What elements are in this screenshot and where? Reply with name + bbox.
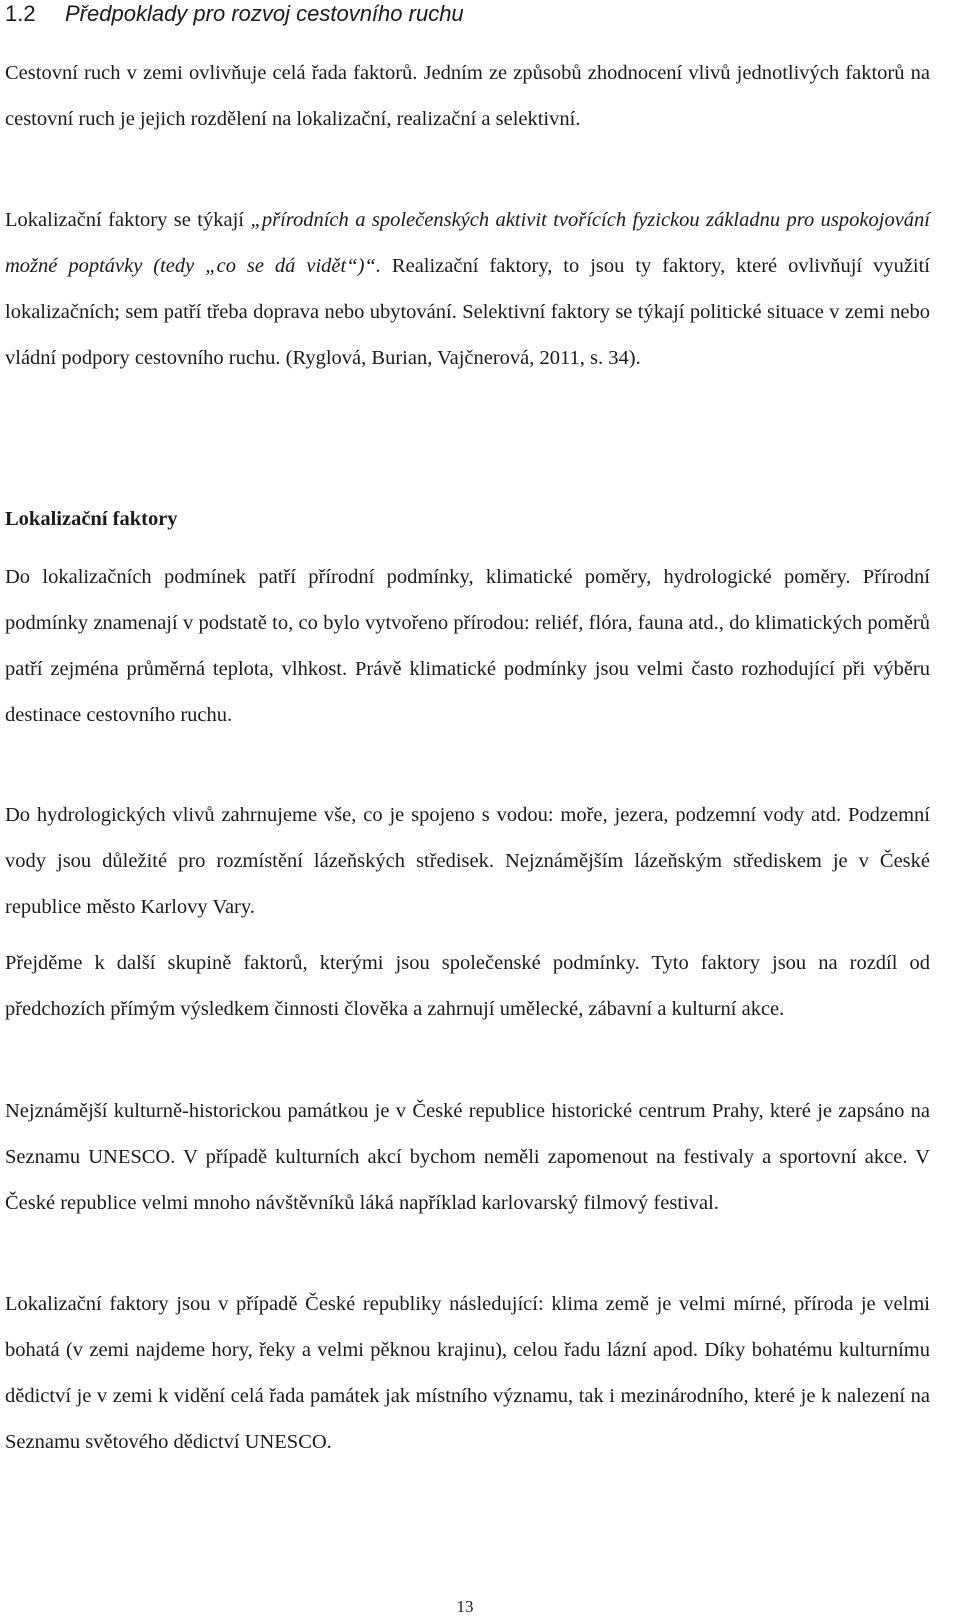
paragraph-factor-types bbox=[5, 197, 930, 381]
quoted-definition: „přírodních a společenských aktivit tvořících fyzickou základnu pro uspokojování možné poptávky (tedy „co se dá vidět“)“. bbox=[5, 209, 930, 277]
subheading-localization-factors: Lokalizační faktory bbox=[5, 508, 178, 530]
section-title: Předpoklady pro rozvoj cestovního ruchu bbox=[65, 1, 464, 26]
paragraph-natural-conditions: Do lokalizačních podmínek patří přírodní podmínky, klimatické poměry, hydrologické poměry. Přírodní podmínky znamenají v podstatě to, co bylo vytvořeno přírodou: reliéf, flóra, fauna atd., do klimatických poměrů patří zejména průměrná teplota, vlhkost. Právě klimatické podmínky jsou velmi často rozhodující při výběru destinace cestovního ruchu. bbox=[5, 566, 930, 726]
paragraph-factor-types-lead: Lokalizační faktory se týkají bbox=[5, 209, 251, 231]
paragraph-czech-summary: Lokalizační faktory jsou v případě České republiky následující: klima země je velmi mírné, příroda je velmi bohatá (v zemi najdeme hory, řeky a velmi pěknou krajinu), celou řadu lázní apod. Díky bohatému kulturnímu dědictví je v zemi k vidění celá řada památek jak místního významu, tak i mezinárodního, které je k nalezení na Seznamu světového dědictví UNESCO. bbox=[5, 1293, 930, 1453]
paragraph-cultural-heritage: Nejznámější kulturně-historickou památkou je v České republice historické centrum Prahy, které je zapsáno na Seznamu UNESCO. V případě kulturních akcí bychom neměli zapomenout na festivaly a sportovní akce. V České republice velmi mnoho návštěvníků láká například karlovarský filmový festival. bbox=[5, 1100, 930, 1214]
paragraph-social-conditions: Přejděme k další skupině faktorů, kterými jsou společenské podmínky. Tyto faktory jsou na rozdíl od předchozích přímým výsledkem činnosti člověka a zahrnují umělecké, zábavní a kulturní akce. bbox=[5, 952, 930, 1020]
section-heading bbox=[5, 0, 930, 28]
section-number: 1.2 bbox=[5, 1, 36, 26]
paragraph-factor-types-rest: Realizační faktory, to jsou ty faktory, které ovlivňují využití lokalizačních; sem patří třeba doprava nebo ubytování. Selektivní faktory se týkají politické situace v zemi nebo vládní podpory cestovního ruchu. (Ryglová, Burian, Vajčnerová, 2011, s. 34). bbox=[5, 255, 930, 369]
paragraph-hydrology: Do hydrologických vlivů zahrnujeme vše, co je spojeno s vodou: moře, jezera, podzemní vody atd. Podzemní vody jsou důležité pro rozmístění lázeňských středisek. Nejznámějším lázeňským střediskem je v České republice město Karlovy Vary. bbox=[5, 804, 930, 918]
page-number: 13 bbox=[456, 1597, 474, 1616]
paragraph-intro: Cestovní ruch v zemi ovlivňuje celá řada faktorů. Jedním ze způsobů zhodnocení vlivů jednotlivých faktorů na cestovní ruch je jejich rozdělení na lokalizační, realizační a selektivní. bbox=[5, 62, 930, 130]
